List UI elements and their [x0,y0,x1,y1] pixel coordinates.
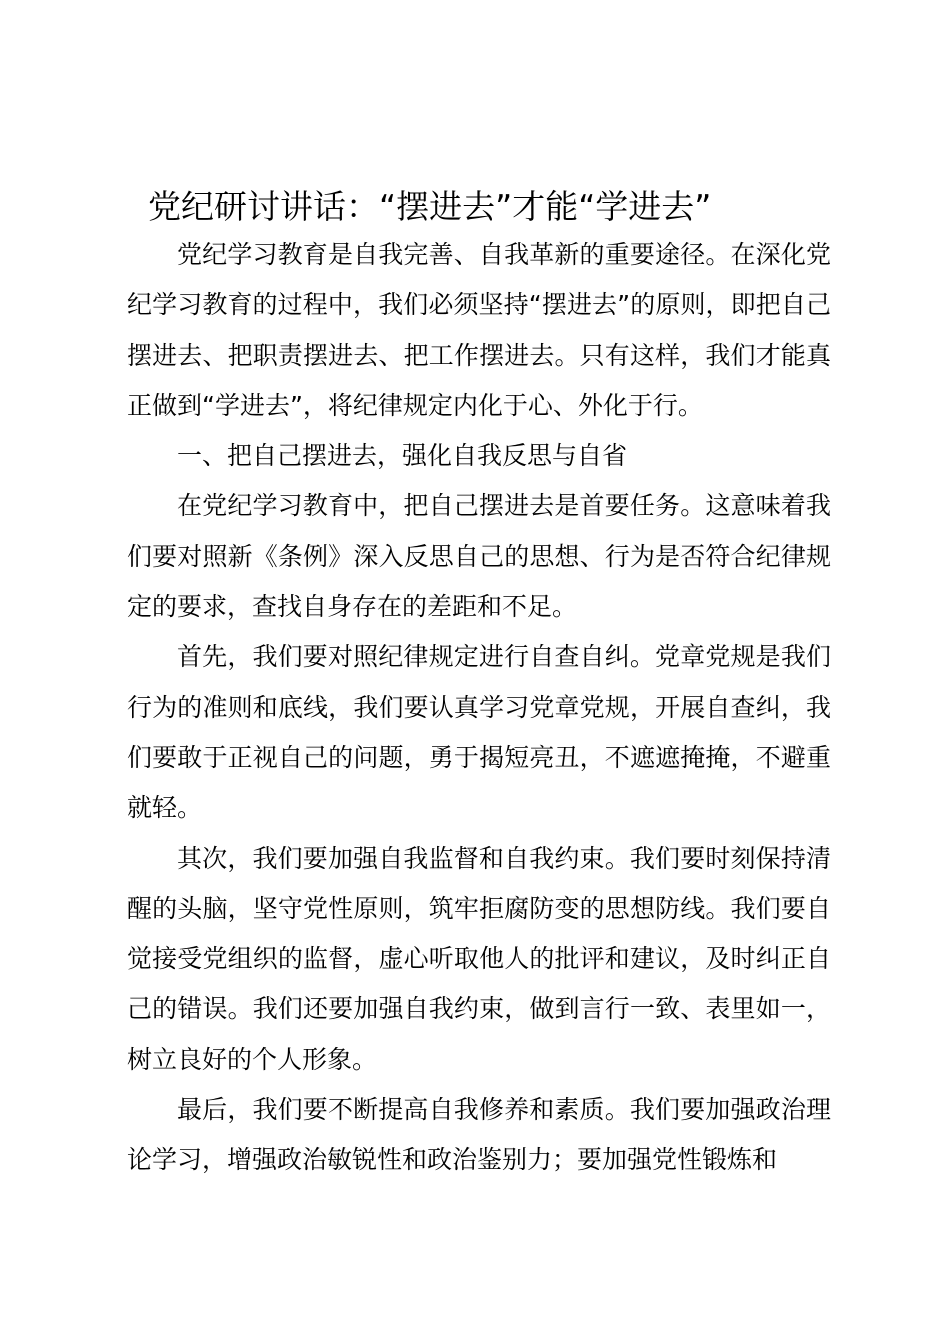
document-title: 党纪研讨讲话：“摆进去”才能“学进去” [148,187,712,226]
paragraph-section-1: 在党纪学习教育中，把自己摆进去是首要任务。这意味着我们要对照新《条例》深入反思自己的思想、行为是否符合纪律规定的要求，查找自身存在的差距和不足。 [127,491,831,622]
paragraph-last: 最后，我们要不断提高自我修养和素质。我们要加强政治理论学习，增强政治敏锐性和政治鉴别力；要加强党性锻炼和 [127,1095,831,1175]
paragraph-intro: 党纪学习教育是自我完善、自我革新的重要途径。在深化党纪学习教育的过程中，我们必须坚持“摆进去”的原则，即把自己摆进去、把职责摆进去、把工作摆进去。只有这样，我们才能真正做到“学进去”，将纪律规定内化于心、外化于行。 [127,240,831,420]
section-heading-1: 一、把自己摆进去，强化自我反思与自省 [177,441,628,471]
paragraph-first: 首先，我们要对照纪律规定进行自查自纠。党章党规是我们行为的准则和底线，我们要认真学习党章党规，开展自查纠，我们要敢于正视自己的问题，勇于揭短亮丑，不遮遮掩掩，不避重就轻。 [127,642,831,823]
paragraph-second: 其次，我们要加强自我监督和自我约束。我们要时刻保持清醒的头脑，坚守党性原则，筑牢拒腐防变的思想防线。我们要自觉接受党组织的监督，虚心听取他人的批评和建议，及时纠正自己的错误。我们还要加强自我约束，做到言行一致、表里如一，树立良好的个人形象。 [127,843,831,1074]
document-body [127,230,831,1186]
